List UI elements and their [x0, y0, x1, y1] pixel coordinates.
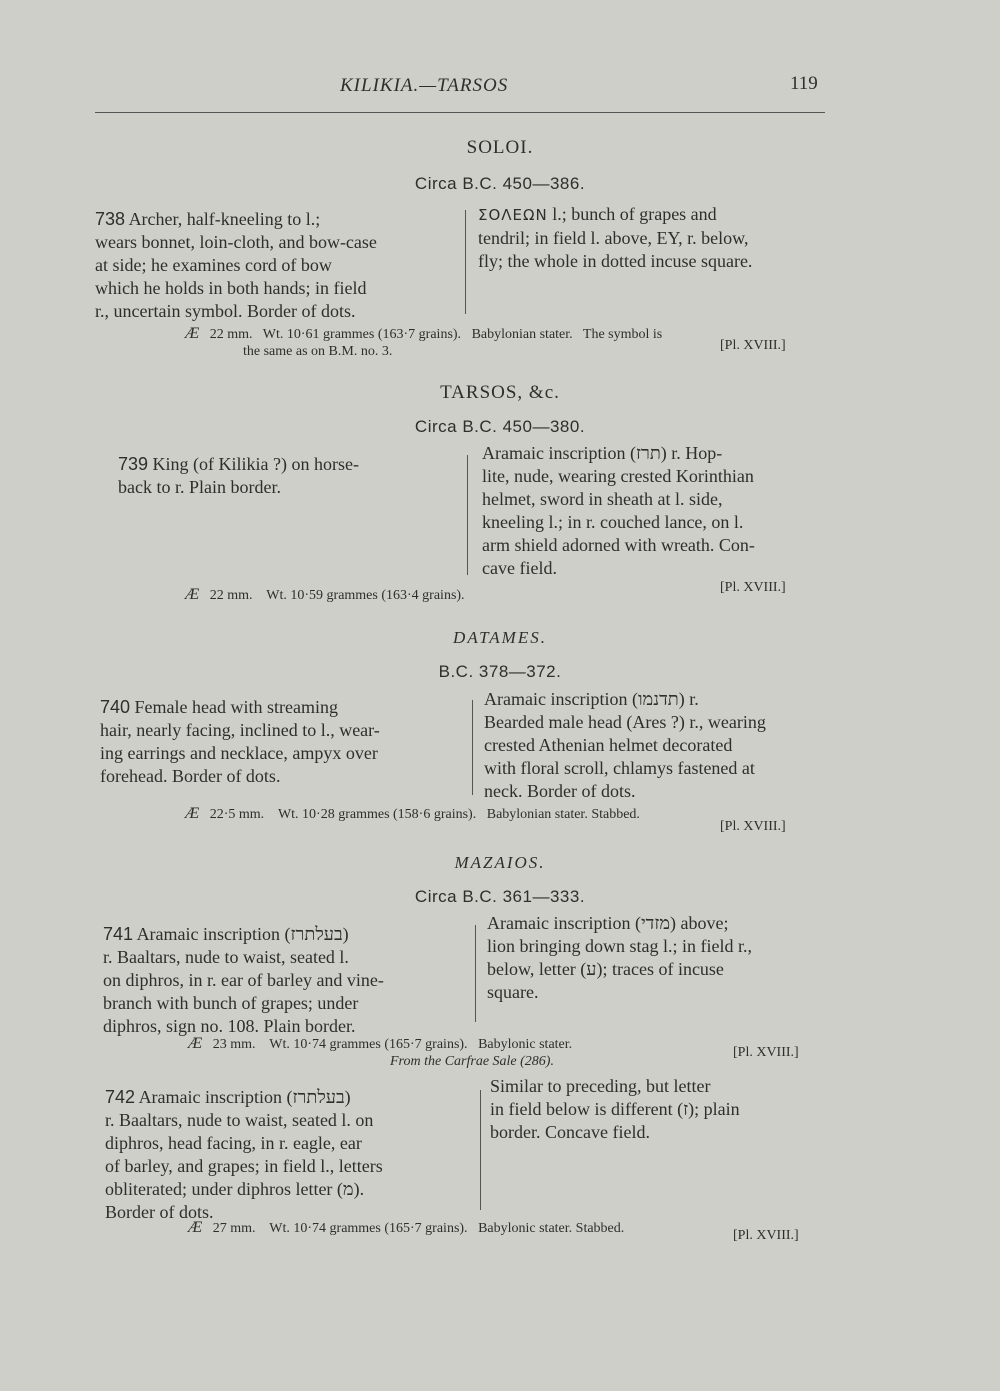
- entry-739-obverse: 739 King (of Kilikia ?) on horse- back to r. Plain border.: [118, 454, 359, 497]
- entry-741-reverse: Aramaic inscription (מזדי) above; lion bringing down stag l.; in field r., below, letter (ע); traces of incuse square.: [487, 913, 752, 1002]
- section-title-mazaios: MAZAIOS.: [454, 853, 546, 872]
- metal-mark: Æ: [185, 325, 200, 342]
- entry-740-reverse: Aramaic inscription (תדנמו) r. Bearded male head (Ares ?) r., wearing crested Athenian helmet decorated with floral scroll, chlamys fastened at neck. Border of dots.: [484, 689, 766, 801]
- section-date-mazaios: Circa B.C. 361—333.: [414, 887, 586, 906]
- metal-mark: Æ: [188, 1219, 203, 1236]
- entry-739-reverse: Aramaic inscription (תרז) r. Hop- lite, nude, wearing crested Korinthian helmet, sword in sheath at l. side, kneeling l.; in r. couched lance, on l. arm shield adorned with wreath. Con- cave field.: [482, 443, 755, 578]
- column-divider: [480, 1090, 481, 1210]
- entry-738-metrology: Æ 22 mm. Wt. 10·61 grammes (163·7 grains). Babylonian stater. The symbol is: [185, 325, 663, 342]
- plate-reference: [Pl. XVIII.]: [720, 338, 786, 353]
- entry-740-obverse: 740 Female head with streaming hair, nearly facing, inclined to l., wear- ing earrings and necklace, ampyx over forehead. Border of dots.: [100, 697, 380, 786]
- plate-reference: [Pl. XVIII.]: [720, 580, 786, 595]
- column-divider: [472, 700, 473, 795]
- column-divider: [467, 455, 468, 575]
- header-rule: [95, 112, 825, 113]
- entry-number: 742: [105, 1087, 136, 1107]
- plate-reference: [Pl. XVIII.]: [733, 1228, 799, 1243]
- greek-legend: ΣΟΛΕΩΝ: [478, 206, 548, 224]
- section-title-tarsos: TARSOS, &c.: [440, 382, 560, 403]
- entry-741-metrology: Æ 23 mm. Wt. 10·74 grammes (165·7 grains). Babylonic stater.: [188, 1035, 573, 1052]
- entry-738-reverse: ΣΟΛΕΩΝ l.; bunch of grapes and tendril; in field l. above, ΕΥ, r. below, fly; the whole in dotted incuse square.: [478, 204, 753, 271]
- plate-reference: [Pl. XVIII.]: [720, 819, 786, 834]
- metal-mark: Æ: [185, 805, 200, 822]
- entry-740-metrology: Æ 22·5 mm. Wt. 10·28 grammes (158·6 grains). Babylonian stater. Stabbed.: [185, 805, 640, 822]
- entry-741-provenance: From the Carfrae Sale (286).: [390, 1054, 554, 1069]
- section-date-tarsos: Circa B.C. 450—380.: [414, 417, 586, 436]
- entry-number: 738: [95, 209, 126, 229]
- section-date-datames: B.C. 378—372.: [438, 662, 562, 681]
- entry-739-metrology: Æ 22 mm. Wt. 10·59 grammes (163·4 grains).: [185, 586, 465, 603]
- page-number: 119: [790, 73, 818, 94]
- entry-742-metrology: Æ 27 mm. Wt. 10·74 grammes (165·7 grains). Babylonic stater. Stabbed.: [188, 1219, 625, 1236]
- entry-number: 740: [100, 697, 131, 717]
- entry-number: 741: [103, 924, 134, 944]
- running-title: KILIKIA.—TARSOS: [340, 75, 509, 96]
- entry-741-obverse: 741 Aramaic inscription (בעלתרז) r. Baaltars, nude to waist, seated l. on diphros, in r. ear of barley and vine- branch with bunch of grapes; under diphros, sign no. 108. Plain border.: [103, 924, 384, 1036]
- entry-742-reverse: Similar to preceding, but letter in field below is different (ז); plain border. Concave field.: [490, 1076, 740, 1142]
- column-divider: [475, 925, 476, 1022]
- column-divider: [465, 210, 466, 314]
- section-title-soloi: SOLOI.: [466, 137, 534, 158]
- section-title-datames: DATAMES.: [453, 628, 547, 647]
- entry-number: 739: [118, 454, 149, 474]
- entry-742-obverse: 742 Aramaic inscription (בעלתרז) r. Baaltars, nude to waist, seated l. on diphros, head facing, in r. eagle, ear of barley, and grapes; in field l., letters obliterated; under diphros letter (מ). Border of dots.: [105, 1087, 383, 1222]
- plate-reference: [Pl. XVIII.]: [733, 1045, 799, 1060]
- entry-738-obverse: 738 Archer, half-kneeling to l.; wears bonnet, loin-cloth, and bow-case at side; he examines cord of bow which he holds in both hands; in field r., uncertain symbol. Border of dots.: [95, 209, 377, 321]
- entry-738-note: the same as on B.M. no. 3.: [243, 344, 393, 359]
- section-date-soloi: Circa B.C. 450—386.: [414, 174, 586, 193]
- metal-mark: Æ: [188, 1035, 203, 1052]
- metal-mark: Æ: [185, 586, 200, 603]
